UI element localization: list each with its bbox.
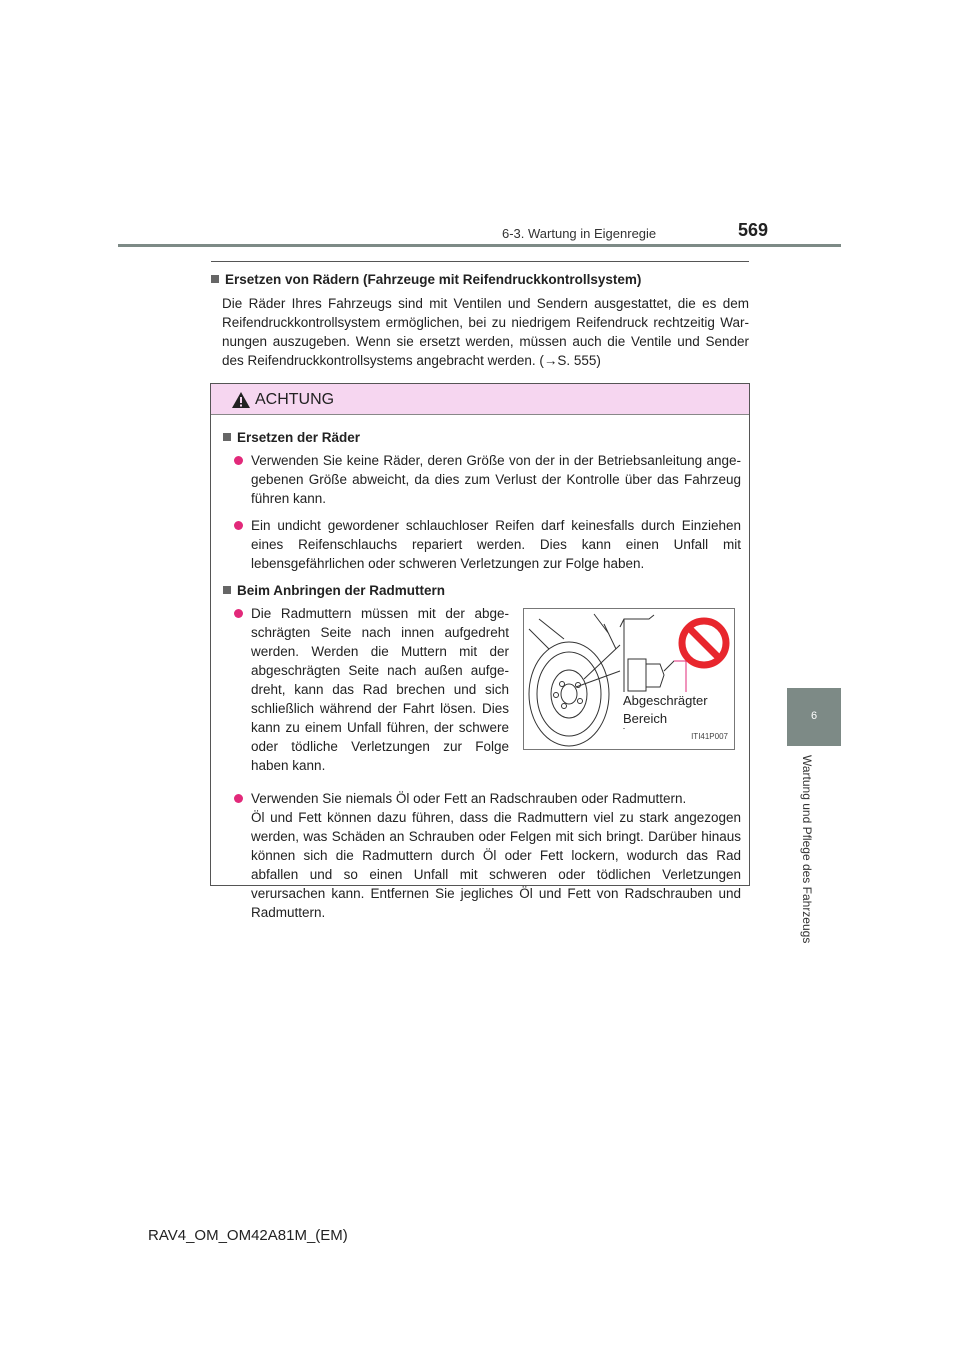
wheel-nut-figure [523,608,735,750]
square-bullet-icon [223,433,231,441]
intro-text: Die Räder Ihres Fahrzeugs sind mit Ventilen und Sendern ausgestattet, die es dem Reifendruckkontrollsystem ermöglichen, bei zu niedrigem Reifendruck rechtzeitig Warnungen auszugeben. Wenn sie ersetzt werden, müssen auch die Ventile und Sender des Reifendruckkontrollsystems angebracht werden. (→S. 555) [222,296,749,368]
bullet-dot-icon [234,521,243,530]
square-bullet-icon [223,586,231,594]
bullet-dot-icon [234,456,243,465]
bullet-dot-icon [234,794,243,803]
warning-box [210,383,750,920]
warning-header [211,384,749,415]
warning-bullet: Verwenden Sie keine Räder, deren Größe von der in der Betriebsanleitung angegebenen Größe abweicht, da dies zum Verlust der Kontrolle über das Fahrzeug führen kann. [234,451,741,508]
warning-sub-heading-1: Ersetzen der Räder [223,428,741,447]
chapter-number: 6 [810,710,818,722]
warning-triangle-icon [231,391,251,409]
figure-label: Abgeschrägter Bereich [623,693,708,726]
page-number: 569 [738,220,769,240]
warning-bullet: Verwenden Sie niemals Öl oder Fett an Radschrauben oder Radmuttern. Öl und Fett können dazu führen, dass die Radmuttern viel zu stark angezogen werden, was Schäden an Schrauben oder Felgen mit sich bringt. Darüber hinaus können sich die Radmuttern durch Öl oder Fett lockern, wodurch das Rad abfallen und so einen Unfall mit schweren oder tödlichen Verletzungen verursachen kann. Entfernen Sie jegliches Öl und Fett von Radschrauben und Radmuttern. [234,789,741,922]
footer-doc-code: RAV4_OM_OM42A81M_(EM) [148,1227,348,1244]
intro-section [211,270,749,370]
bullet-with-figure [223,604,741,783]
content-top-rule [211,261,749,262]
warning-sub-heading-2: Beim Anbringen der Radmuttern [223,581,741,600]
warning-bullet: Die Radmuttern müssen mit der abgeschrägten Seite nach innen aufgedreht werden. Werden die Muttern mit der abgeschrägten Seite nach außen aufgedreht, kann das Rad brechen und sich schließlich während der Fahrt lösen. Dies kann zu einem Unfall führen, der schwere oder tödliche Verletzungen zur Folge haben kann. [234,604,509,775]
section-title: 6-3. Wartung in Eigenregie [502,226,657,241]
intro-heading: Ersetzen von Rädern (Fahrzeuge mit Reifendruckkontrollsystem) [211,270,749,289]
chapter-tab [787,688,841,746]
chapter-title-vertical [800,755,814,965]
warning-title: ACHTUNG [255,391,335,408]
square-bullet-icon [211,275,219,283]
figure-code: ITI41P007 [691,732,728,741]
warning-bullet: Ein undicht gewordener schlauchloser Reifen darf keinesfalls durch Einziehen eines Reifenschlauchs repariert werden. Dies kann einen Unfall mit lebensgefährlichen oder schweren Verletzungen zur Folge haben. [234,516,741,573]
chapter-title: Wartung und Pflege des Fahrzeugs [800,755,814,944]
header-divider [118,244,841,247]
warning-body [211,415,749,922]
bullet-dot-icon [234,609,243,618]
